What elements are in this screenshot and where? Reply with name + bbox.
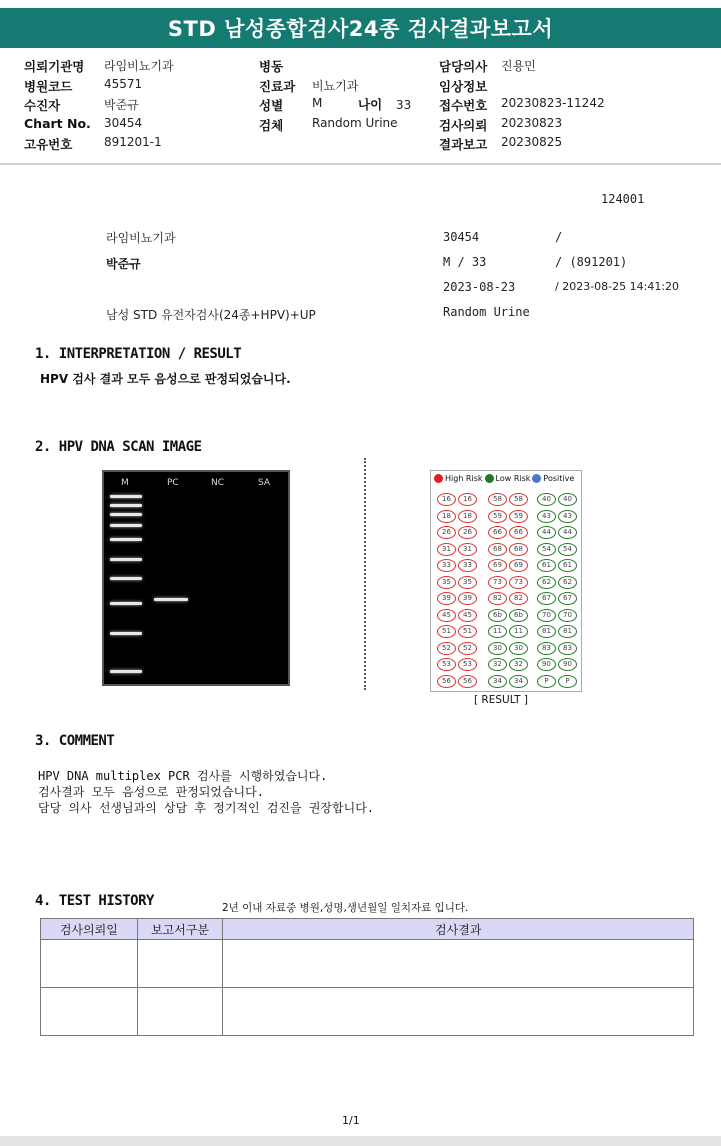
header-label: 검사의뢰 xyxy=(439,117,488,133)
header-value: 라임비뇨기과 xyxy=(104,59,174,73)
hpv-type-marker: 73 xyxy=(509,576,528,589)
header-label: 진료과 xyxy=(259,78,296,94)
history-header-cell: 검사의뢰일 xyxy=(41,919,138,940)
info-report-datetime: / 2023-08-25 14:41:20 xyxy=(555,280,680,293)
hpv-type-marker: 30 xyxy=(509,642,528,655)
history-cell xyxy=(137,940,223,988)
age-field xyxy=(358,95,411,113)
gel-lane-label: SA xyxy=(258,478,271,488)
header-label: 검체 xyxy=(259,117,284,133)
pc-band xyxy=(154,598,188,601)
comment-text xyxy=(38,768,374,816)
info-test-name: 남성 STD 유전자검사(24종+HPV)+UP xyxy=(106,308,316,322)
header-value: 891201-1 xyxy=(104,135,162,149)
table-row xyxy=(41,940,694,988)
header-value: 20230825 xyxy=(501,135,563,149)
legend-item xyxy=(434,474,483,483)
hpv-type-marker: 69 xyxy=(488,559,507,572)
history-cell xyxy=(41,940,138,988)
hpv-type-marker: 68 xyxy=(488,543,507,556)
legend-label: High Risk xyxy=(445,474,483,483)
hpv-type-marker: 68 xyxy=(509,543,528,556)
hpv-type-marker: 81 xyxy=(558,625,577,638)
hpv-type-marker: 51 xyxy=(458,625,477,638)
hpv-type-marker: 56 xyxy=(458,675,477,688)
age-value: 33 xyxy=(395,98,412,112)
hpv-type-marker: 35 xyxy=(458,576,477,589)
info-specimen: Random Urine xyxy=(443,305,530,319)
hpv-type-marker: 45 xyxy=(437,609,456,622)
hpv-type-marker: 31 xyxy=(458,543,477,556)
hpv-type-marker: 26 xyxy=(458,526,477,539)
hpv-type-marker: 16 xyxy=(458,493,477,506)
history-cell xyxy=(223,940,694,988)
header-label: 의뢰기관명 xyxy=(24,59,85,74)
hpv-type-marker: 70 xyxy=(537,609,556,622)
header-label: Chart No. xyxy=(24,115,91,131)
ladder-band xyxy=(110,602,142,605)
report-code: 124001 xyxy=(601,192,645,206)
ladder-band xyxy=(110,538,142,541)
hpv-type-marker: 11 xyxy=(509,625,528,638)
legend-item xyxy=(485,474,531,483)
ladder-band xyxy=(110,632,142,635)
hpv-type-marker: 34 xyxy=(488,675,507,688)
info-hospital: 라임비뇨기과 xyxy=(106,231,176,245)
report-title: STD 남성종합검사24종 검사결과보고서 xyxy=(0,8,721,48)
hpv-type-marker: 82 xyxy=(488,592,507,605)
hpv-result-grid xyxy=(430,470,582,692)
ladder-band xyxy=(110,670,142,673)
hpv-type-marker: 26 xyxy=(437,526,456,539)
hpv-type-marker: 32 xyxy=(509,658,528,671)
header-divider xyxy=(0,163,721,165)
header-label: 고유번호 xyxy=(24,137,73,152)
ladder-band xyxy=(110,524,142,527)
result-caption: [ RESULT ] xyxy=(474,694,528,706)
hpv-type-marker: 90 xyxy=(537,658,556,671)
hpv-type-marker: 90 xyxy=(558,658,577,671)
hpv-type-marker: 52 xyxy=(458,642,477,655)
hpv-type-marker: 32 xyxy=(488,658,507,671)
comment-line: 담당 의사 선생님과의 상담 후 정기적인 검진을 권장합니다. xyxy=(38,801,375,815)
legend-dot-icon xyxy=(434,474,443,483)
grid-legend xyxy=(434,474,580,483)
info-slash: / xyxy=(555,230,563,244)
hpv-type-marker: 35 xyxy=(437,576,456,589)
hpv-type-marker: 16 xyxy=(437,493,456,506)
hpv-type-marker: 56 xyxy=(437,675,456,688)
history-body xyxy=(41,940,694,1036)
hpv-type-marker: 58 xyxy=(488,493,507,506)
header-label: 수진자 xyxy=(24,98,61,113)
header-label: 담당의사 xyxy=(439,59,488,74)
gel-electrophoresis-image xyxy=(102,470,290,686)
hpv-type-marker: 51 xyxy=(437,625,456,638)
legend-dot-icon xyxy=(485,474,494,483)
hpv-type-marker: 33 xyxy=(437,559,456,572)
hpv-type-marker: 59 xyxy=(509,510,528,523)
hpv-type-marker: 62 xyxy=(558,576,577,589)
hpv-type-marker: 44 xyxy=(558,526,577,539)
hpv-type-marker: 62 xyxy=(537,576,556,589)
header-label: 성별 xyxy=(259,98,284,113)
ladder-band xyxy=(110,504,142,507)
history-cell xyxy=(137,988,223,1036)
ladder-band xyxy=(110,558,142,561)
hpv-type-marker: 44 xyxy=(537,526,556,539)
hpv-type-marker: 83 xyxy=(537,642,556,655)
info-birth: / (891201) xyxy=(555,255,628,269)
history-note: 2년 이내 자료중 병원,성명,생년월일 일치자료 입니다. xyxy=(222,902,469,914)
hpv-type-marker: P xyxy=(537,675,556,688)
hpv-type-marker: 52 xyxy=(437,642,456,655)
history-cell xyxy=(41,988,138,1036)
history-header-cell: 보고서구분 xyxy=(137,919,223,940)
hpv-type-marker: 58 xyxy=(509,493,528,506)
section-scan-image-title: 2. HPV DNA SCAN IMAGE xyxy=(35,439,202,455)
image-divider xyxy=(364,458,366,690)
hpv-type-marker: 69 xyxy=(509,559,528,572)
hpv-type-marker: 43 xyxy=(537,510,556,523)
section-interpretation-title: 1. INTERPRETATION / RESULT xyxy=(35,346,242,362)
header-value: 진용민 xyxy=(501,59,536,73)
ladder-band xyxy=(110,495,142,498)
legend-label: Positive xyxy=(543,474,575,483)
info-request-date: 2023-08-23 xyxy=(443,280,516,294)
info-sex-age: M / 33 xyxy=(443,255,487,269)
hpv-type-marker: 66 xyxy=(509,526,528,539)
comment-line: 검사결과 모두 음성으로 판정되었습니다. xyxy=(38,785,264,799)
hpv-type-marker: 61 xyxy=(537,559,556,572)
history-header-row xyxy=(41,919,694,940)
hpv-type-marker: 83 xyxy=(558,642,577,655)
info-patient: 박준규 xyxy=(106,257,141,271)
hpv-type-marker: 33 xyxy=(458,559,477,572)
hpv-type-marker: 54 xyxy=(537,543,556,556)
header-value: 45571 xyxy=(104,76,143,91)
header-value: 30454 xyxy=(104,115,143,130)
header-value: Random Urine xyxy=(312,115,398,130)
info-chart: 30454 xyxy=(443,230,480,244)
hpv-type-marker: 67 xyxy=(537,592,556,605)
comment-line: HPV DNA multiplex PCR 검사를 시행하였습니다. xyxy=(38,769,328,783)
hpv-type-marker: 67 xyxy=(558,592,577,605)
legend-item xyxy=(532,474,574,483)
hpv-type-marker: 54 xyxy=(558,543,577,556)
header-value: 비뇨기과 xyxy=(312,78,359,93)
hpv-type-marker: 6b xyxy=(488,609,507,622)
hpv-type-marker: P xyxy=(558,675,577,688)
header-label: 임상정보 xyxy=(439,78,488,94)
page-number: 1/1 xyxy=(342,1114,360,1127)
history-cell xyxy=(223,988,694,1036)
hpv-type-marker: 66 xyxy=(488,526,507,539)
hpv-type-marker: 39 xyxy=(437,592,456,605)
hpv-type-marker: 31 xyxy=(437,543,456,556)
hpv-type-marker: 59 xyxy=(488,510,507,523)
hpv-type-marker: 39 xyxy=(458,592,477,605)
hpv-type-marker: 18 xyxy=(437,510,456,523)
history-header-cell: 검사결과 xyxy=(223,919,694,940)
ladder-band xyxy=(110,513,142,516)
gel-lane-label: NC xyxy=(211,478,225,488)
header-value: 박준규 xyxy=(104,98,139,112)
gel-lane-label: M xyxy=(121,478,129,488)
page-bottom-edge xyxy=(0,1136,721,1146)
hpv-type-marker: 43 xyxy=(558,510,577,523)
age-label: 나이 xyxy=(358,97,383,112)
header-label: 접수번호 xyxy=(439,98,488,113)
hpv-type-marker: 73 xyxy=(488,576,507,589)
gel-lane-label: PC xyxy=(167,478,179,488)
header-value: 20230823 xyxy=(501,115,563,130)
legend-label: Low Risk xyxy=(495,474,531,483)
table-row xyxy=(41,988,694,1036)
header-label: 결과보고 xyxy=(439,137,488,152)
hpv-type-marker: 81 xyxy=(537,625,556,638)
header-value: 20230823-11242 xyxy=(501,96,605,110)
hpv-type-marker: 40 xyxy=(537,493,556,506)
hpv-type-marker: 82 xyxy=(509,592,528,605)
interpretation-text: HPV 검사 결과 모두 음성으로 판정되었습니다. xyxy=(40,372,291,386)
hpv-type-marker: 61 xyxy=(558,559,577,572)
hpv-type-marker: 11 xyxy=(488,625,507,638)
hpv-type-marker: 30 xyxy=(488,642,507,655)
hpv-type-marker: 45 xyxy=(458,609,477,622)
legend-dot-icon xyxy=(532,474,541,483)
header-label: 병원코드 xyxy=(24,78,73,94)
header-value: M xyxy=(312,96,323,110)
section-history-title: 4. TEST HISTORY xyxy=(35,893,154,909)
hpv-type-marker: 18 xyxy=(458,510,477,523)
section-comment-title: 3. COMMENT xyxy=(35,733,115,749)
header-label: 병동 xyxy=(259,59,284,74)
hpv-type-marker: 53 xyxy=(458,658,477,671)
history-table xyxy=(40,918,694,1036)
hpv-type-marker: 40 xyxy=(558,493,577,506)
hpv-type-marker: 53 xyxy=(437,658,456,671)
hpv-type-marker: 6b xyxy=(509,609,528,622)
ladder-band xyxy=(110,577,142,580)
hpv-type-marker: 34 xyxy=(509,675,528,688)
hpv-type-marker: 70 xyxy=(558,609,577,622)
